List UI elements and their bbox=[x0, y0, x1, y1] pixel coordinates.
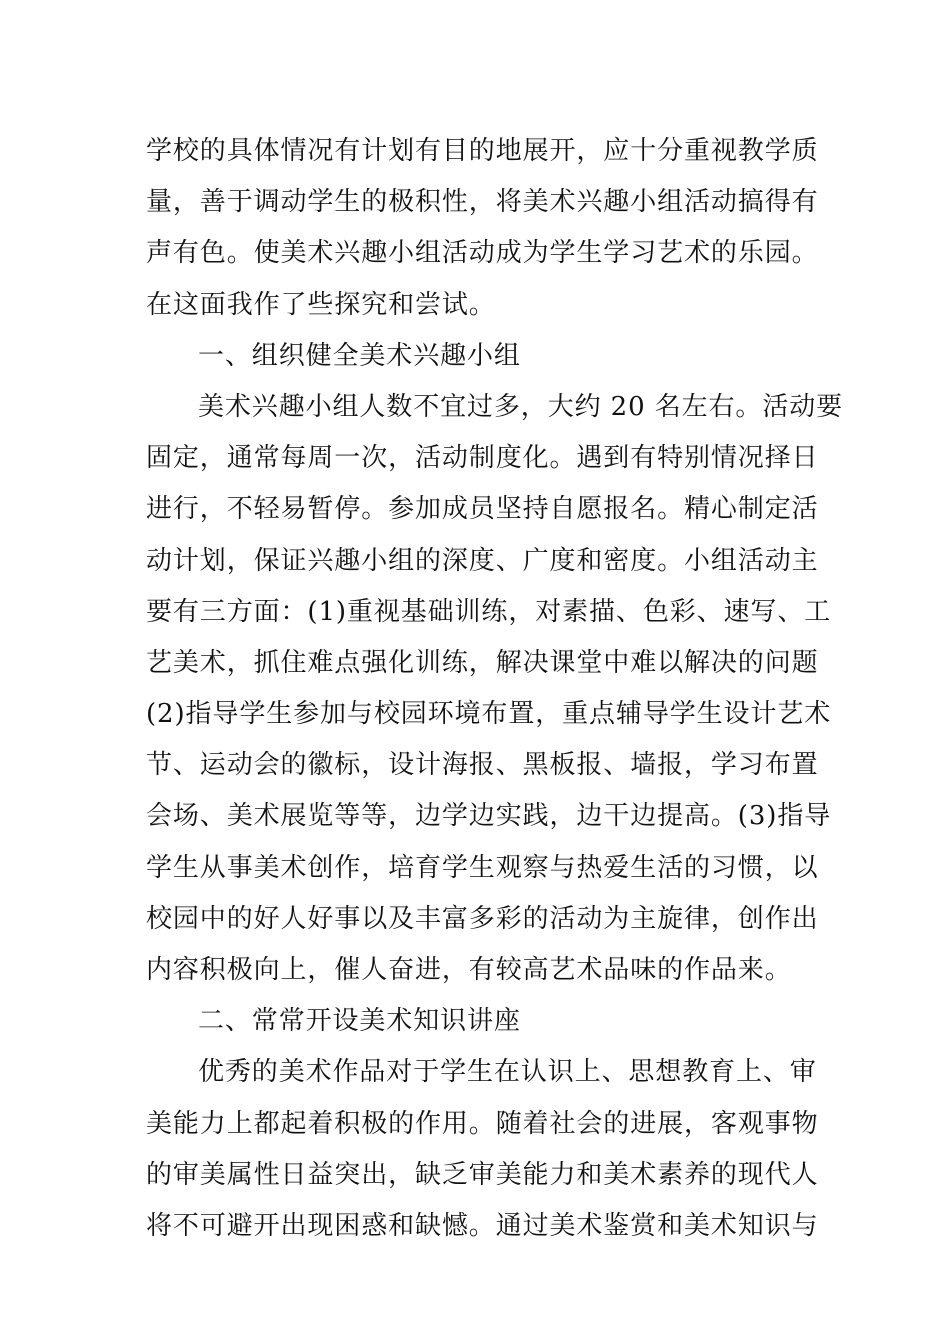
text-line: 内容积极向上，催人奋进，有较高艺术品味的作品来。 bbox=[146, 955, 792, 985]
text-line: 美能力上都起着积极的作用。随着社会的进展，客观事物 bbox=[146, 1108, 819, 1139]
text-line: 将不可避开出现困惑和缺憾。通过美术鉴赏和美术知识与 bbox=[146, 1210, 819, 1241]
text-line: 校园中的好人好事以及丰富多彩的活动为主旋律，创作出 bbox=[146, 903, 819, 934]
text-line: 声有色。使美术兴趣小组活动成为学生学习艺术的乐园。 bbox=[146, 238, 819, 269]
text-line: 学生从事美术创作，培育学生观察与热爱生活的习惯，以 bbox=[146, 852, 819, 883]
text-line: 在这面我作了些探究和尝试。 bbox=[146, 289, 496, 320]
text-line: 会场、美术展览等等，边学边实践，边干边提高。(3)指导 bbox=[146, 801, 832, 832]
text-line: 动计划，保证兴趣小组的深度、广度和密度。小组活动主 bbox=[146, 545, 819, 576]
body-text bbox=[146, 126, 844, 1252]
text-line: 学校的具体情况有计划有目的地展开，应十分重视教学质 bbox=[146, 136, 819, 166]
text-line: 的审美属性日益突出，缺乏审美能力和美术素养的现代人 bbox=[146, 1159, 819, 1190]
text-line: 节、运动会的徽标，设计海报、黑板报、墙报，学习布置 bbox=[146, 750, 819, 781]
text-line: 固定，通常每周一次，活动制度化。遇到有特别情况择日 bbox=[146, 443, 819, 474]
text-line: 要有三方面：(1)重视基础训练，对素描、色彩、速写、工 bbox=[146, 596, 832, 627]
text-line: 进行，不轻易暂停。参加成员坚持自愿报名。精心制定活 bbox=[146, 494, 819, 525]
text-line: 美术兴趣小组人数不宜过多，大约 20 名左右。活动要 bbox=[198, 391, 844, 422]
section-heading-1: 一、组织健全美术兴趣小组 bbox=[198, 340, 521, 371]
text-line: 量，善于调动学生的极积性，将美术兴趣小组活动搞得有 bbox=[146, 187, 819, 218]
text-line: (2)指导学生参加与校园环境布置，重点辅导学生设计艺术 bbox=[146, 699, 832, 730]
text-line: 优秀的美术作品对于学生在认识上、思想教育上、审 bbox=[198, 1057, 817, 1088]
text-line: 艺美术，抓住难点强化训练，解决课堂中难以解决的问题 bbox=[146, 647, 819, 678]
section-heading-2: 二、常常开设美术知识讲座 bbox=[198, 1006, 521, 1037]
